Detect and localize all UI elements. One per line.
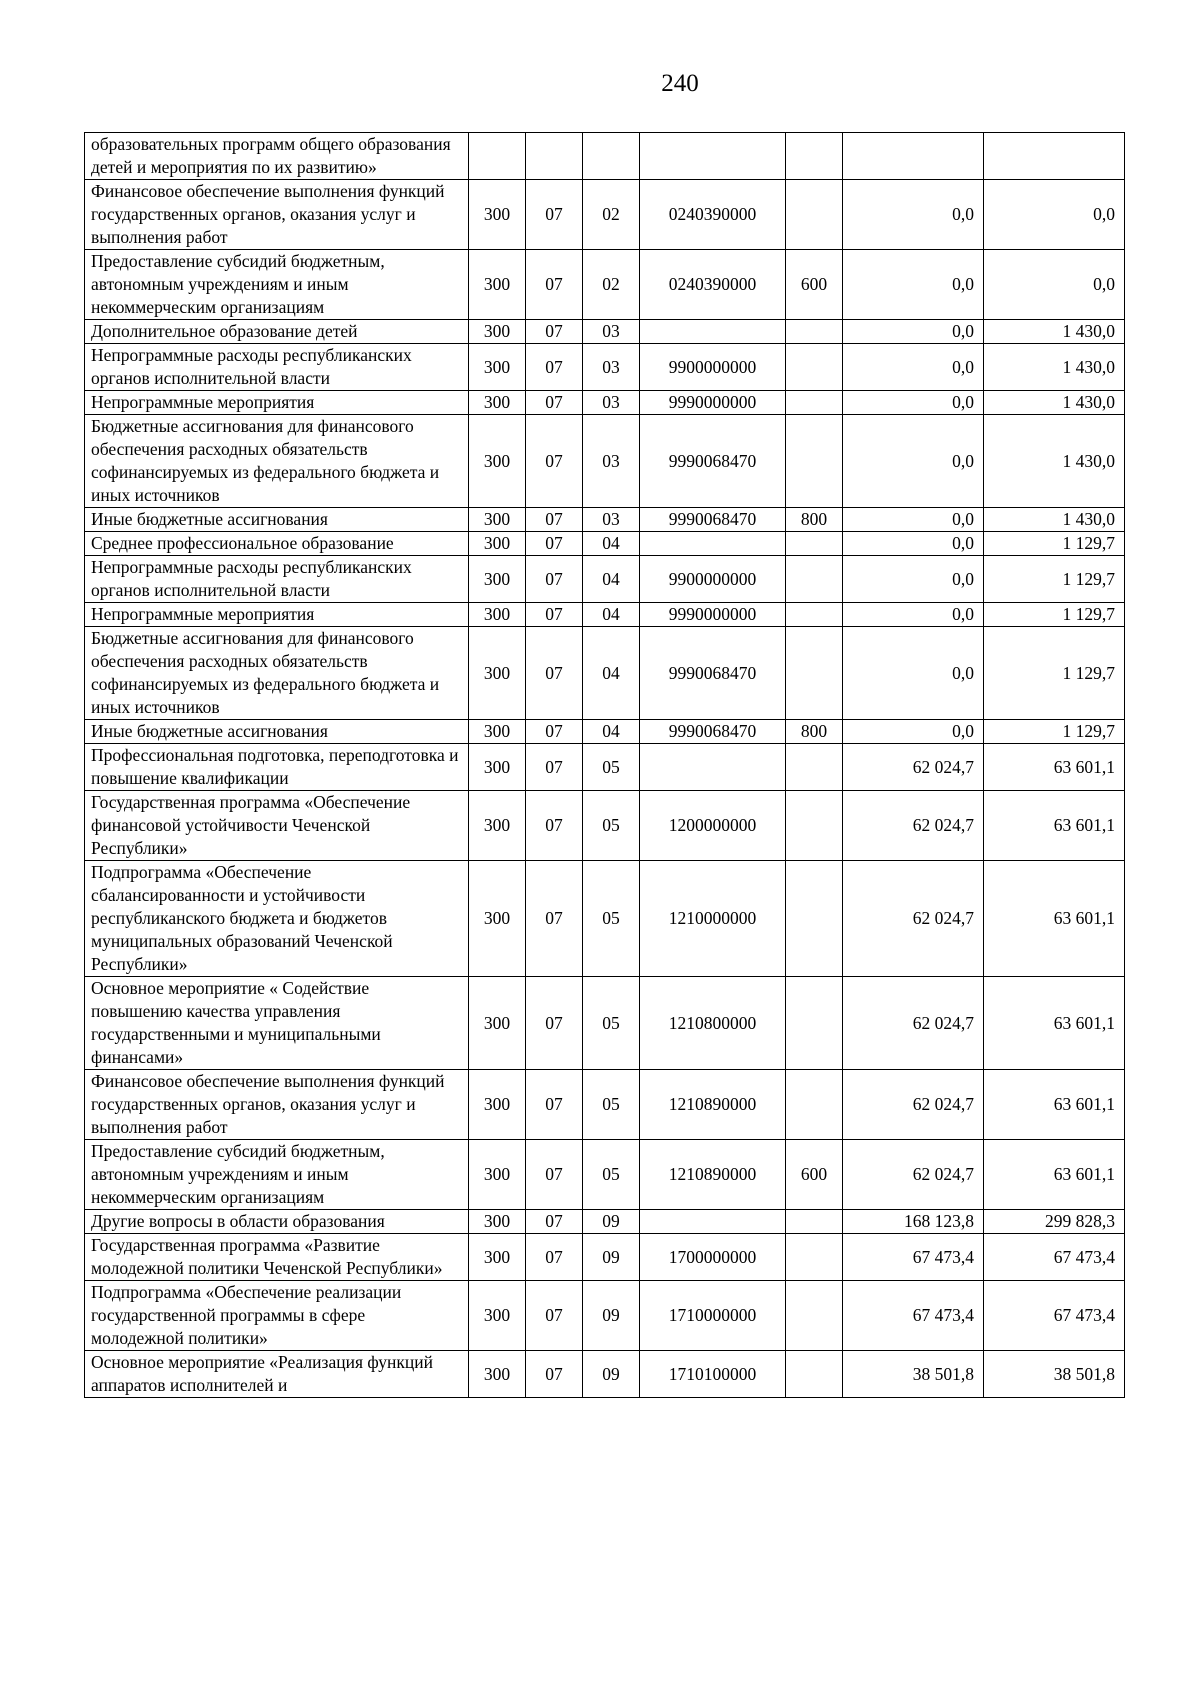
expense-type-code-cell	[786, 1234, 843, 1281]
budget-table-body	[85, 133, 1125, 1398]
target-item-code-cell: 9990000000	[640, 391, 786, 415]
amount-year2-cell: 63 601,1	[984, 1070, 1125, 1140]
admin-code-cell: 300	[469, 415, 526, 508]
admin-code-cell: 300	[469, 1070, 526, 1140]
subsection-code-cell: 04	[583, 720, 640, 744]
amount-year2-cell: 38 501,8	[984, 1351, 1125, 1398]
subsection-code-cell: 05	[583, 1070, 640, 1140]
amount-year2-cell: 63 601,1	[984, 744, 1125, 791]
amount-year2-cell: 1 129,7	[984, 532, 1125, 556]
table-row	[85, 556, 1125, 603]
row-name-cell: Среднее профессиональное образование	[85, 532, 469, 556]
section-code-cell: 07	[526, 508, 583, 532]
section-code-cell: 07	[526, 1070, 583, 1140]
target-item-code-cell: 1210890000	[640, 1070, 786, 1140]
subsection-code-cell: 05	[583, 861, 640, 977]
amount-year1-cell: 0,0	[843, 603, 984, 627]
expense-type-code-cell	[786, 532, 843, 556]
table-row	[85, 532, 1125, 556]
row-name-cell: Иные бюджетные ассигнования	[85, 720, 469, 744]
admin-code-cell: 300	[469, 1140, 526, 1210]
table-row	[85, 391, 1125, 415]
amount-year1-cell: 38 501,8	[843, 1351, 984, 1398]
table-row	[85, 1351, 1125, 1398]
table-row	[85, 744, 1125, 791]
expense-type-code-cell	[786, 1070, 843, 1140]
amount-year1-cell: 0,0	[843, 415, 984, 508]
row-name-cell: Подпрограмма «Обеспечение сбалансированности и устойчивости республиканского бюджета и бюджетов муниципальных образований Чеченской Республики»	[85, 861, 469, 977]
subsection-code-cell: 09	[583, 1281, 640, 1351]
row-name-cell: Подпрограмма «Обеспечение реализации государственной программы в сфере молодежной политики»	[85, 1281, 469, 1351]
section-code-cell: 07	[526, 791, 583, 861]
amount-year1-cell: 62 024,7	[843, 744, 984, 791]
table-row	[85, 250, 1125, 320]
table-row	[85, 603, 1125, 627]
amount-year1-cell: 62 024,7	[843, 791, 984, 861]
expense-type-code-cell	[786, 556, 843, 603]
subsection-code-cell: 03	[583, 320, 640, 344]
subsection-code-cell: 03	[583, 508, 640, 532]
row-name-cell: Другие вопросы в области образования	[85, 1210, 469, 1234]
expense-type-code-cell	[786, 344, 843, 391]
section-code-cell	[526, 133, 583, 180]
subsection-code-cell: 03	[583, 415, 640, 508]
admin-code-cell	[469, 133, 526, 180]
admin-code-cell: 300	[469, 1210, 526, 1234]
subsection-code-cell: 04	[583, 627, 640, 720]
expense-type-code-cell: 600	[786, 1140, 843, 1210]
amount-year2-cell: 63 601,1	[984, 791, 1125, 861]
section-code-cell: 07	[526, 720, 583, 744]
row-name-cell: Основное мероприятие «Реализация функций аппаратов исполнителей и	[85, 1351, 469, 1398]
target-item-code-cell: 9990068470	[640, 720, 786, 744]
subsection-code-cell: 09	[583, 1210, 640, 1234]
target-item-code-cell: 1710000000	[640, 1281, 786, 1351]
section-code-cell: 07	[526, 861, 583, 977]
amount-year1-cell: 0,0	[843, 391, 984, 415]
table-row	[85, 627, 1125, 720]
target-item-code-cell: 1210800000	[640, 977, 786, 1070]
amount-year1-cell: 62 024,7	[843, 861, 984, 977]
section-code-cell: 07	[526, 532, 583, 556]
subsection-code-cell: 03	[583, 344, 640, 391]
table-row	[85, 791, 1125, 861]
row-name-cell: Государственная программа «Развитие молодежной политики Чеченской Республики»	[85, 1234, 469, 1281]
target-item-code-cell: 9900000000	[640, 556, 786, 603]
amount-year2-cell: 299 828,3	[984, 1210, 1125, 1234]
amount-year1-cell: 0,0	[843, 180, 984, 250]
expense-type-code-cell: 800	[786, 508, 843, 532]
amount-year2-cell: 67 473,4	[984, 1281, 1125, 1351]
amount-year1-cell: 0,0	[843, 250, 984, 320]
subsection-code-cell: 02	[583, 180, 640, 250]
section-code-cell: 07	[526, 250, 583, 320]
amount-year2-cell: 1 430,0	[984, 508, 1125, 532]
row-name-cell: Бюджетные ассигнования для финансового обеспечения расходных обязательств софинансируемых из федерального бюджета и иных источников	[85, 627, 469, 720]
table-row	[85, 415, 1125, 508]
amount-year2-cell: 63 601,1	[984, 977, 1125, 1070]
amount-year1-cell: 67 473,4	[843, 1234, 984, 1281]
target-item-code-cell: 1210000000	[640, 861, 786, 977]
admin-code-cell: 300	[469, 603, 526, 627]
section-code-cell: 07	[526, 556, 583, 603]
expense-type-code-cell	[786, 744, 843, 791]
amount-year1-cell: 0,0	[843, 720, 984, 744]
row-name-cell: Иные бюджетные ассигнования	[85, 508, 469, 532]
row-name-cell: Финансовое обеспечение выполнения функций государственных органов, оказания услуг и выполнения работ	[85, 180, 469, 250]
row-name-cell: Непрограммные расходы республиканских органов исполнительной власти	[85, 556, 469, 603]
table-row	[85, 1281, 1125, 1351]
amount-year1-cell: 62 024,7	[843, 977, 984, 1070]
row-name-cell: Непрограммные мероприятия	[85, 603, 469, 627]
amount-year2-cell: 63 601,1	[984, 1140, 1125, 1210]
amount-year1-cell: 67 473,4	[843, 1281, 984, 1351]
expense-type-code-cell	[786, 320, 843, 344]
expense-type-code-cell	[786, 391, 843, 415]
row-name-cell: Финансовое обеспечение выполнения функций государственных органов, оказания услуг и выполнения работ	[85, 1070, 469, 1140]
admin-code-cell: 300	[469, 508, 526, 532]
row-name-cell: Основное мероприятие « Содействие повышению качества управления государственными и муниципальными финансами»	[85, 977, 469, 1070]
amount-year2-cell: 63 601,1	[984, 861, 1125, 977]
subsection-code-cell	[583, 133, 640, 180]
amount-year2-cell: 0,0	[984, 180, 1125, 250]
expense-type-code-cell: 800	[786, 720, 843, 744]
amount-year1-cell: 0,0	[843, 320, 984, 344]
table-row	[85, 344, 1125, 391]
row-name-cell: образовательных программ общего образования детей и мероприятия по их развитию»	[85, 133, 469, 180]
admin-code-cell: 300	[469, 720, 526, 744]
admin-code-cell: 300	[469, 250, 526, 320]
table-row	[85, 1210, 1125, 1234]
amount-year2-cell: 67 473,4	[984, 1234, 1125, 1281]
subsection-code-cell: 09	[583, 1351, 640, 1398]
expense-type-code-cell	[786, 1281, 843, 1351]
expense-type-code-cell	[786, 415, 843, 508]
admin-code-cell: 300	[469, 344, 526, 391]
table-row	[85, 1234, 1125, 1281]
admin-code-cell: 300	[469, 1351, 526, 1398]
admin-code-cell: 300	[469, 1281, 526, 1351]
expense-type-code-cell	[786, 1351, 843, 1398]
admin-code-cell: 300	[469, 744, 526, 791]
amount-year1-cell	[843, 133, 984, 180]
amount-year2-cell: 1 430,0	[984, 320, 1125, 344]
row-name-cell: Бюджетные ассигнования для финансового обеспечения расходных обязательств софинансируемых из федерального бюджета и иных источников	[85, 415, 469, 508]
table-row	[85, 180, 1125, 250]
expense-type-code-cell	[786, 791, 843, 861]
target-item-code-cell: 1200000000	[640, 791, 786, 861]
row-name-cell: Профессиональная подготовка, переподготовка и повышение квалификации	[85, 744, 469, 791]
table-row	[85, 133, 1125, 180]
admin-code-cell: 300	[469, 391, 526, 415]
admin-code-cell: 300	[469, 320, 526, 344]
amount-year2-cell: 1 129,7	[984, 720, 1125, 744]
table-row	[85, 720, 1125, 744]
section-code-cell: 07	[526, 415, 583, 508]
target-item-code-cell: 1700000000	[640, 1234, 786, 1281]
amount-year1-cell: 0,0	[843, 556, 984, 603]
row-name-cell: Непрограммные мероприятия	[85, 391, 469, 415]
table-row	[85, 861, 1125, 977]
target-item-code-cell	[640, 1210, 786, 1234]
subsection-code-cell: 05	[583, 1140, 640, 1210]
expense-type-code-cell	[786, 133, 843, 180]
section-code-cell: 07	[526, 603, 583, 627]
page-number: 240	[661, 70, 699, 97]
admin-code-cell: 300	[469, 977, 526, 1070]
section-code-cell: 07	[526, 1140, 583, 1210]
target-item-code-cell	[640, 320, 786, 344]
amount-year2-cell: 0,0	[984, 250, 1125, 320]
subsection-code-cell: 04	[583, 603, 640, 627]
target-item-code-cell: 0240390000	[640, 250, 786, 320]
amount-year2-cell: 1 430,0	[984, 391, 1125, 415]
target-item-code-cell: 9990000000	[640, 603, 786, 627]
admin-code-cell: 300	[469, 532, 526, 556]
table-row	[85, 1070, 1125, 1140]
expense-type-code-cell	[786, 603, 843, 627]
section-code-cell: 07	[526, 320, 583, 344]
table-row	[85, 508, 1125, 532]
subsection-code-cell: 05	[583, 744, 640, 791]
amount-year2-cell: 1 430,0	[984, 344, 1125, 391]
amount-year2-cell: 1 129,7	[984, 627, 1125, 720]
row-name-cell: Дополнительное образование детей	[85, 320, 469, 344]
section-code-cell: 07	[526, 391, 583, 415]
section-code-cell: 07	[526, 1234, 583, 1281]
expense-type-code-cell	[786, 627, 843, 720]
section-code-cell: 07	[526, 1351, 583, 1398]
row-name-cell: Предоставление субсидий бюджетным, автономным учреждениям и иным некоммерческим организациям	[85, 250, 469, 320]
subsection-code-cell: 05	[583, 977, 640, 1070]
admin-code-cell: 300	[469, 556, 526, 603]
amount-year1-cell: 0,0	[843, 532, 984, 556]
amount-year1-cell: 0,0	[843, 627, 984, 720]
target-item-code-cell: 1210890000	[640, 1140, 786, 1210]
table-row	[85, 1140, 1125, 1210]
section-code-cell: 07	[526, 627, 583, 720]
admin-code-cell: 300	[469, 791, 526, 861]
section-code-cell: 07	[526, 744, 583, 791]
target-item-code-cell	[640, 133, 786, 180]
expense-type-code-cell	[786, 1210, 843, 1234]
amount-year1-cell: 62 024,7	[843, 1070, 984, 1140]
admin-code-cell: 300	[469, 180, 526, 250]
target-item-code-cell	[640, 532, 786, 556]
expense-type-code-cell	[786, 180, 843, 250]
amount-year1-cell: 168 123,8	[843, 1210, 984, 1234]
section-code-cell: 07	[526, 977, 583, 1070]
table-row	[85, 977, 1125, 1070]
subsection-code-cell: 03	[583, 391, 640, 415]
admin-code-cell: 300	[469, 627, 526, 720]
expense-type-code-cell	[786, 977, 843, 1070]
subsection-code-cell: 04	[583, 532, 640, 556]
amount-year2-cell: 1 129,7	[984, 556, 1125, 603]
expense-type-code-cell: 600	[786, 250, 843, 320]
amount-year1-cell: 62 024,7	[843, 1140, 984, 1210]
section-code-cell: 07	[526, 1281, 583, 1351]
amount-year2-cell: 1 129,7	[984, 603, 1125, 627]
target-item-code-cell: 9990068470	[640, 415, 786, 508]
admin-code-cell: 300	[469, 1234, 526, 1281]
subsection-code-cell: 02	[583, 250, 640, 320]
section-code-cell: 07	[526, 180, 583, 250]
section-code-cell: 07	[526, 344, 583, 391]
target-item-code-cell: 9900000000	[640, 344, 786, 391]
amount-year1-cell: 0,0	[843, 344, 984, 391]
amount-year2-cell: 1 430,0	[984, 415, 1125, 508]
section-code-cell: 07	[526, 1210, 583, 1234]
amount-year1-cell: 0,0	[843, 508, 984, 532]
subsection-code-cell: 04	[583, 556, 640, 603]
amount-year2-cell	[984, 133, 1125, 180]
expense-type-code-cell	[786, 861, 843, 977]
target-item-code-cell	[640, 744, 786, 791]
table-row	[85, 320, 1125, 344]
target-item-code-cell: 0240390000	[640, 180, 786, 250]
target-item-code-cell: 1710100000	[640, 1351, 786, 1398]
target-item-code-cell: 9990068470	[640, 508, 786, 532]
row-name-cell: Государственная программа «Обеспечение финансовой устойчивости Чеченской Республики»	[85, 791, 469, 861]
admin-code-cell: 300	[469, 861, 526, 977]
row-name-cell: Непрограммные расходы республиканских органов исполнительной власти	[85, 344, 469, 391]
subsection-code-cell: 09	[583, 1234, 640, 1281]
subsection-code-cell: 05	[583, 791, 640, 861]
row-name-cell: Предоставление субсидий бюджетным, автономным учреждениям и иным некоммерческим организациям	[85, 1140, 469, 1210]
budget-table	[84, 132, 1125, 1398]
target-item-code-cell: 9990068470	[640, 627, 786, 720]
